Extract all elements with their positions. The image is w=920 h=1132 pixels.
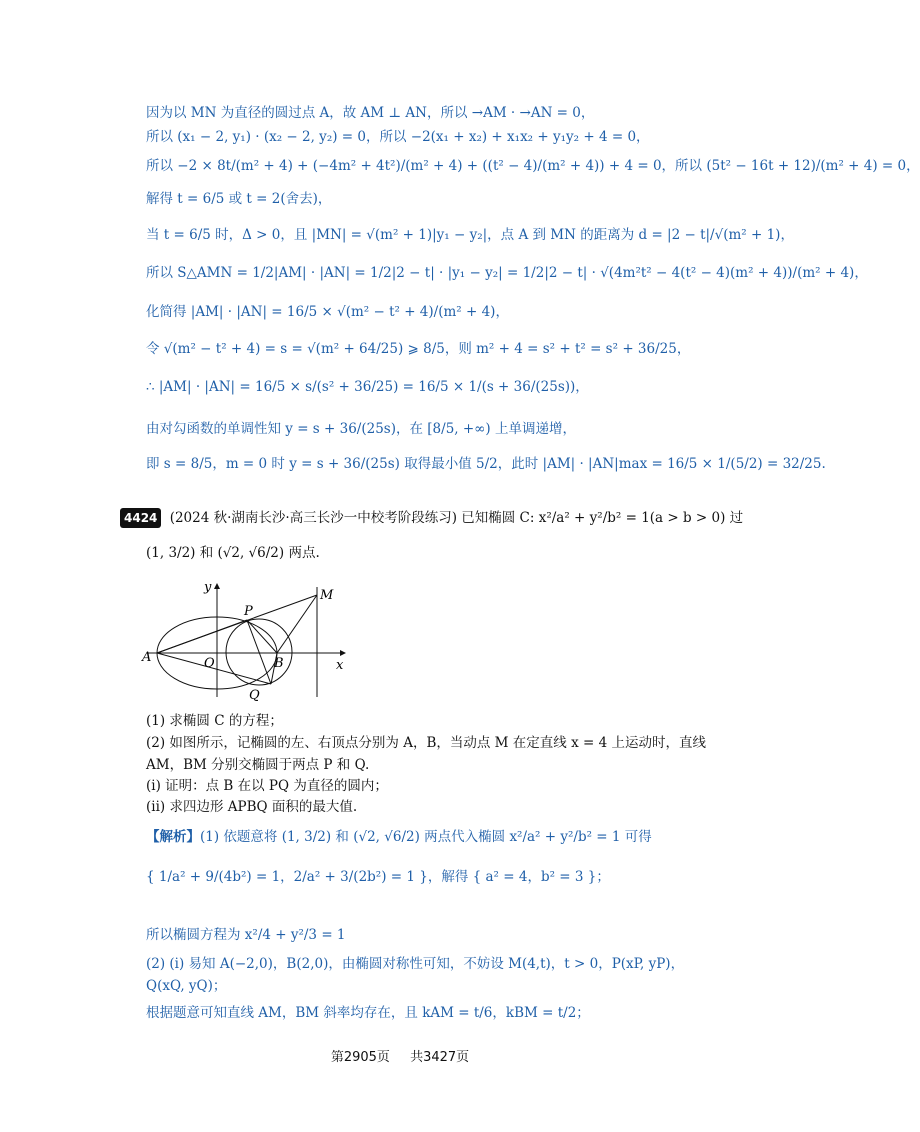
page-total: 共3427页 [410, 1050, 470, 1065]
line-ap [157, 620, 247, 653]
y-axis-arrow [214, 583, 220, 589]
problem-number-badge: 4424 [120, 508, 161, 528]
x-axis-arrow [340, 650, 346, 656]
analysis-line-2: { 1/a² + 9/(4b²) = 1，2/a² + 3/(2b²) = 1 }，解得 { a² = 4，b² = 3 }； [146, 869, 610, 885]
page-footer [0, 1046, 800, 1065]
solution-line: 因为以 MN 为直径的圆过点 A，故 AM ⊥ AN，所以 →AM · →AN = 0， [146, 105, 595, 121]
question-2-i: (i) 证明：点 B 在以 PQ 为直径的圆内； [146, 778, 388, 794]
ellipse-figure [140, 575, 360, 705]
solution-line: 令 √(m² − t² + 4) = s = √(m² + 64/25) ⩾ 8/5，则 m² + 4 = s² + t² = s² + 36/25， [146, 341, 691, 357]
problem-source: (2024 秋·湖南长沙·高三长沙一中校考阶段练习) [169, 510, 457, 526]
line-pb [247, 620, 277, 653]
analysis-line-3: 所以椭圆方程为 x²/4 + y²/3 = 1 [146, 927, 346, 943]
analysis-line-4: (2) (i) 易知 A(−2,0)，B(2,0)，由椭圆对称性可知，不妨设 M(4,t)，t > 0，P(xP, yP)， [146, 956, 685, 972]
label-q: Q [249, 688, 260, 703]
question-1: (1) 求椭圆 C 的方程； [146, 713, 283, 729]
solution-line: 所以 (x₁ − 2, y₁) · (x₂ − 2, y₂) = 0，所以 −2(x₁ + x₂) + x₁x₂ + y₁y₂ + 4 = 0， [146, 129, 650, 145]
label-p: P [244, 604, 253, 619]
problem-statement-2: (1, 3/2) 和 (√2, √6/2) 两点. [146, 545, 320, 561]
solution-line: 当 t = 6/5 时，Δ > 0，且 |MN| = √(m² + 1)|y₁ − y₂|，点 A 到 MN 的距离为 d = |2 − t|/√(m² + 1)， [146, 227, 794, 243]
line-pq [247, 620, 271, 684]
analysis-text-1: (1) 依题意将 (1, 3/2) 和 (√2, √6/2) 两点代入椭圆 x²/a² + y²/b² = 1 可得 [200, 829, 652, 845]
question-2-b: AM，BM 分别交椭圆于两点 P 和 Q. [146, 757, 370, 773]
solution-line: 即 s = 8/5，m = 0 时 y = s + 36/(25s) 取得最小值 5/2，此时 |AM| · |AN|max = 16/5 × 1/(5/2) = 32/25. [146, 456, 826, 472]
analysis-tag: 【解析】 [146, 829, 200, 845]
question-2-a: (2) 如图所示，记椭圆的左、右顶点分别为 A，B，当动点 M 在定直线 x = 4 上运动时，直线 [146, 735, 706, 751]
solution-line: 化简得 |AM| · |AN| = 16/5 × √(m² − t² + 4)/(m² + 4)， [146, 304, 509, 320]
line-bm [277, 595, 317, 653]
analysis-line-5: Q(xQ, yQ)； [146, 978, 227, 994]
solution-line: 解得 t = 6/5 或 t = 2(舍去)， [146, 191, 332, 207]
analysis-line-1 [146, 828, 652, 846]
page-number: 第2905页 [330, 1050, 390, 1065]
problem-header [120, 508, 743, 528]
label-x: x [336, 658, 344, 673]
analysis-line-6: 根据题意可知直线 AM，BM 斜率均存在，且 kAM = t/6，kBM = t/2； [146, 1005, 590, 1021]
problem-statement: 已知椭圆 C: x²/a² + y²/b² = 1(a > b > 0) 过 [461, 510, 744, 526]
label-b: B [274, 656, 284, 671]
solution-line: ∴ |AM| · |AN| = 16/5 × s/(s² + 36/25) = 16/5 × 1/(s + 36/(25s))， [146, 379, 589, 395]
label-o: O [204, 656, 215, 671]
solution-line: 所以 −2 × 8t/(m² + 4) + (−4m² + 4t²)/(m² + 4) + ((t² − 4)/(m² + 4)) + 4 = 0，所以 (5t² − 16t + 12)/(m² + 4) = 0， [146, 158, 920, 174]
solution-line: 由对勾函数的单调性知 y = s + 36/(25s)，在 [8/5, +∞) 上单调递增， [146, 421, 576, 437]
question-2-ii: (ii) 求四边形 APBQ 面积的最大值. [146, 799, 358, 815]
label-a: A [142, 650, 152, 665]
solution-line: 所以 S△AMN = 1/2|AM| · |AN| = 1/2|2 − t| · |y₁ − y₂| = 1/2|2 − t| · √(4m²t² − 4(t² − 4)(m² + 4))/(m² + 4)， [146, 265, 868, 281]
label-y: y [204, 580, 212, 595]
label-m: M [320, 588, 334, 603]
